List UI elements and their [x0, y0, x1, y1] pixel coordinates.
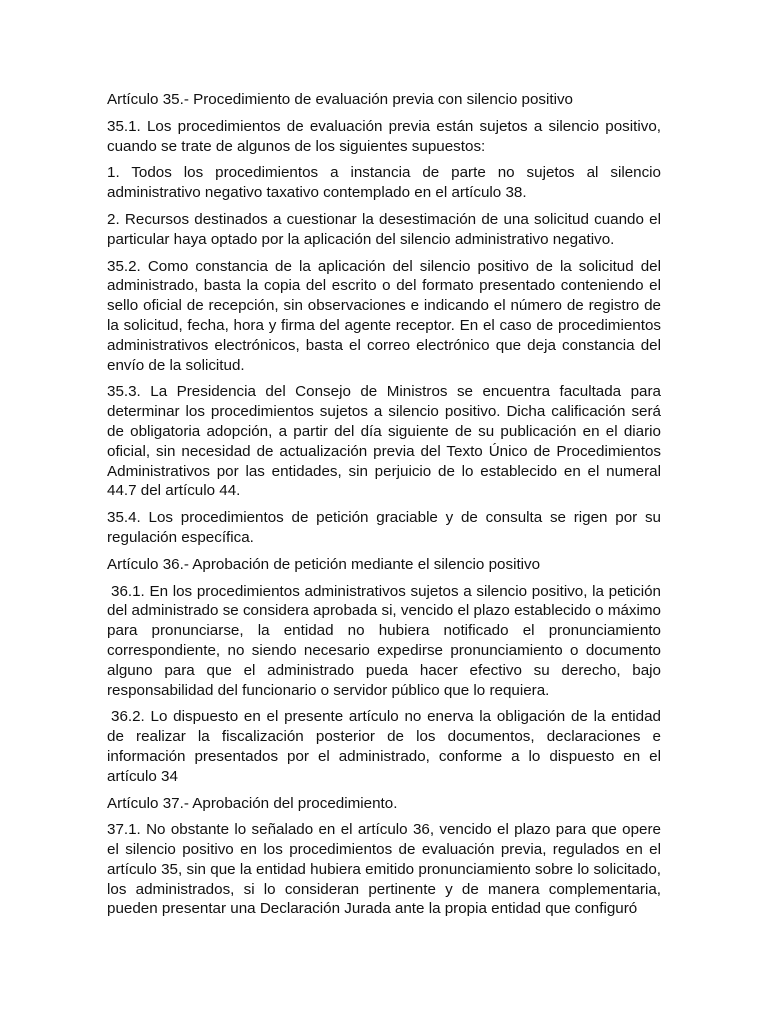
paragraph-35-2: 35.2. Como constancia de la aplicación del silencio positivo de la solicitud del administrado, basta la copia del escrito o del formato presentado conteniendo el sello oficial de recepción, sin observaciones e indicando el número de registro de la solicitud, fecha, hora y firma del agente receptor. En el caso de procedimientos administrativos electrónicos, basta el correo electrónico que deja constancia del envío de la solicitud.	[107, 257, 661, 374]
paragraph-35-1: 35.1. Los procedimientos de evaluación previa están sujetos a silencio positivo, cuando se trate de algunos de los siguientes supuestos:	[107, 117, 661, 155]
paragraph-35-1-item-2: 2. Recursos destinados a cuestionar la desestimación de una solicitud cuando el particular haya optado por la aplicación del silencio administrativo negativo.	[107, 210, 661, 248]
article-37-heading: Artículo 37.- Aprobación del procedimiento.	[107, 794, 398, 812]
document-page	[107, 90, 661, 926]
paragraph-35-4: 35.4. Los procedimientos de petición graciable y de consulta se rigen por su regulación específica.	[107, 509, 661, 546]
paragraph-36-1: 36.1. En los procedimientos administrativos sujetos a silencio positivo, la petición del administrado se considera aprobada si, vencido el plazo establecido o máximo para pronunciarse, la entidad no hubiera notificado el pronunciamiento correspondiente, no siendo necesario expedirse pronunciamiento o documento alguno para que el administrado pueda hacer efectivo su derecho, bajo responsabilidad del funcionario o servidor público que lo requiera.	[107, 582, 661, 699]
article-36-heading: Artículo 36.- Aprobación de petición mediante el silencio positivo	[107, 555, 541, 573]
paragraph-37-1: 37.1. No obstante lo señalado en el artículo 36, vencido el plazo para que opere el silencio positivo en los procedimientos de evaluación previa, regulados en el artículo 35, sin que la entidad hubiera emitido pronunciamiento sobre lo solicitado, los administrados, si lo consideran pertinente y de manera complementaria, pueden presentar una Declaración Jurada ante la propia entidad que configuró	[107, 821, 661, 918]
paragraph-35-3: 35.3. La Presidencia del Consejo de Ministros se encuentra facultada para determinar los procedimientos sujetos a silencio positivo. Dicha calificación será de obligatoria adopción, a partir del día siguiente de su publicación en el diario oficial, sin necesidad de actualización previa del Texto Único de Procedimientos Administrativos por las entidades, sin perjuicio de lo establecido en el numeral 44.7 del artículo 44.	[107, 383, 661, 500]
article-35-heading: Artículo 35.- Procedimiento de evaluación previa con silencio positivo	[107, 91, 573, 108]
paragraph-35-1-item-1: 1. Todos los procedimientos a instancia de parte no sujetos al silencio administrativo negativo taxativo contemplado en el artículo 38.	[107, 164, 661, 202]
paragraph-36-2: 36.2. Lo dispuesto en el presente artículo no enerva la obligación de la entidad de realizar la fiscalización posterior de los documentos, declaraciones e información presentados por el administrado, conforme a lo dispuesto en el artículo 34	[107, 708, 661, 785]
